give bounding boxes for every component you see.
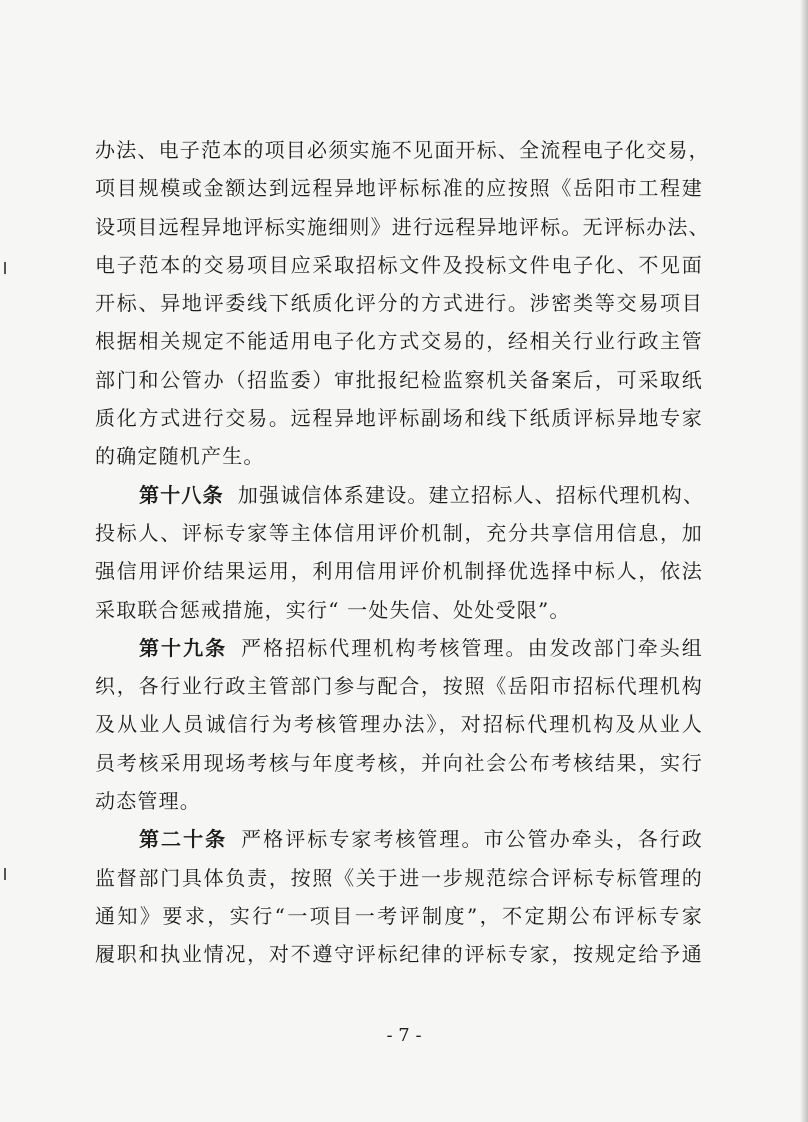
scan-shadow-edge — [800, 0, 808, 1122]
article-19-text: 严格招标代理机构考核管理。由发改部门牵头组 — [241, 635, 703, 660]
text-line: 设项目远程异地评标实施细则》进行远程异地评标。无评标办法、 — [95, 214, 710, 239]
text-line: 项目规模或金额达到远程异地评标标准的应按照《岳阳市工程建 — [95, 176, 703, 201]
article-19-heading: 第十九条 — [139, 635, 228, 660]
text-line: 强信用评价结果运用，利用信用评价机制择优选择中标人，依法 — [95, 559, 703, 584]
text-line: 部门和公管办（招监委）审批报纪检监察机关备案后，可采取纸 — [95, 367, 703, 392]
article-20-first-line — [95, 820, 703, 858]
text-line: 动态管理。 — [95, 789, 201, 814]
page-number: - 7 - — [386, 1025, 422, 1046]
text-line: 的确定随机产生。 — [95, 444, 265, 469]
text-line: 织，各行业行政主管部门参与配合，按照《岳阳市招标代理机构 — [95, 674, 703, 699]
text-line: 通知》要求，实行“一项目一考评制度”，不定期公布评标专家 — [95, 903, 703, 928]
text-line: 电子范本的交易项目应采取招标文件及投标文件电子化、不见面 — [95, 252, 703, 277]
binding-mark — [4, 262, 6, 274]
article-19-first-line — [95, 629, 703, 667]
article-18-text: 加强诚信体系建设。建立招标人、招标代理机构、 — [237, 482, 705, 507]
article-18-heading: 第十八条 — [139, 482, 224, 507]
text-line: 投标人、评标专家等主体信用评价机制，充分共享信用信息，加 — [95, 520, 703, 545]
article-20-heading: 第二十条 — [139, 827, 228, 852]
text-line: 履职和执业情况，对不遵守评标纪律的评标专家，按规定给予通 — [95, 942, 703, 967]
text-line: 根据相关规定不能适用电子化方式交易的，经相关行业行政主管 — [95, 329, 703, 354]
binding-mark — [4, 868, 6, 880]
article-18-first-line — [95, 476, 703, 514]
text-line: 采取联合惩戒措施，实行“ 一处失信、处处受限”。 — [95, 597, 571, 622]
text-line: 办法、电子范本的项目必须实施不见面开标、全流程电子化交易， — [95, 138, 710, 162]
document-body — [95, 131, 710, 974]
text-line: 开标、异地评委线下纸质化评分的方式进行。涉密类等交易项目 — [95, 291, 703, 316]
text-line: 质化方式进行交易。远程异地评标副场和线下纸质评标异地专家 — [95, 406, 703, 431]
text-line: 监督部门具体负责，按照《关于进一步规范综合评标专标管理的 — [95, 865, 703, 890]
text-line: 及从业人员诚信行为考核管理办法》，对招标代理机构及从业人 — [95, 712, 703, 737]
article-20-text: 严格评标专家考核管理。市公管办牵头，各行政 — [241, 827, 703, 852]
text-line: 员考核采用现场考核与年度考核，并向社会公布考核结果，实行 — [95, 750, 703, 775]
